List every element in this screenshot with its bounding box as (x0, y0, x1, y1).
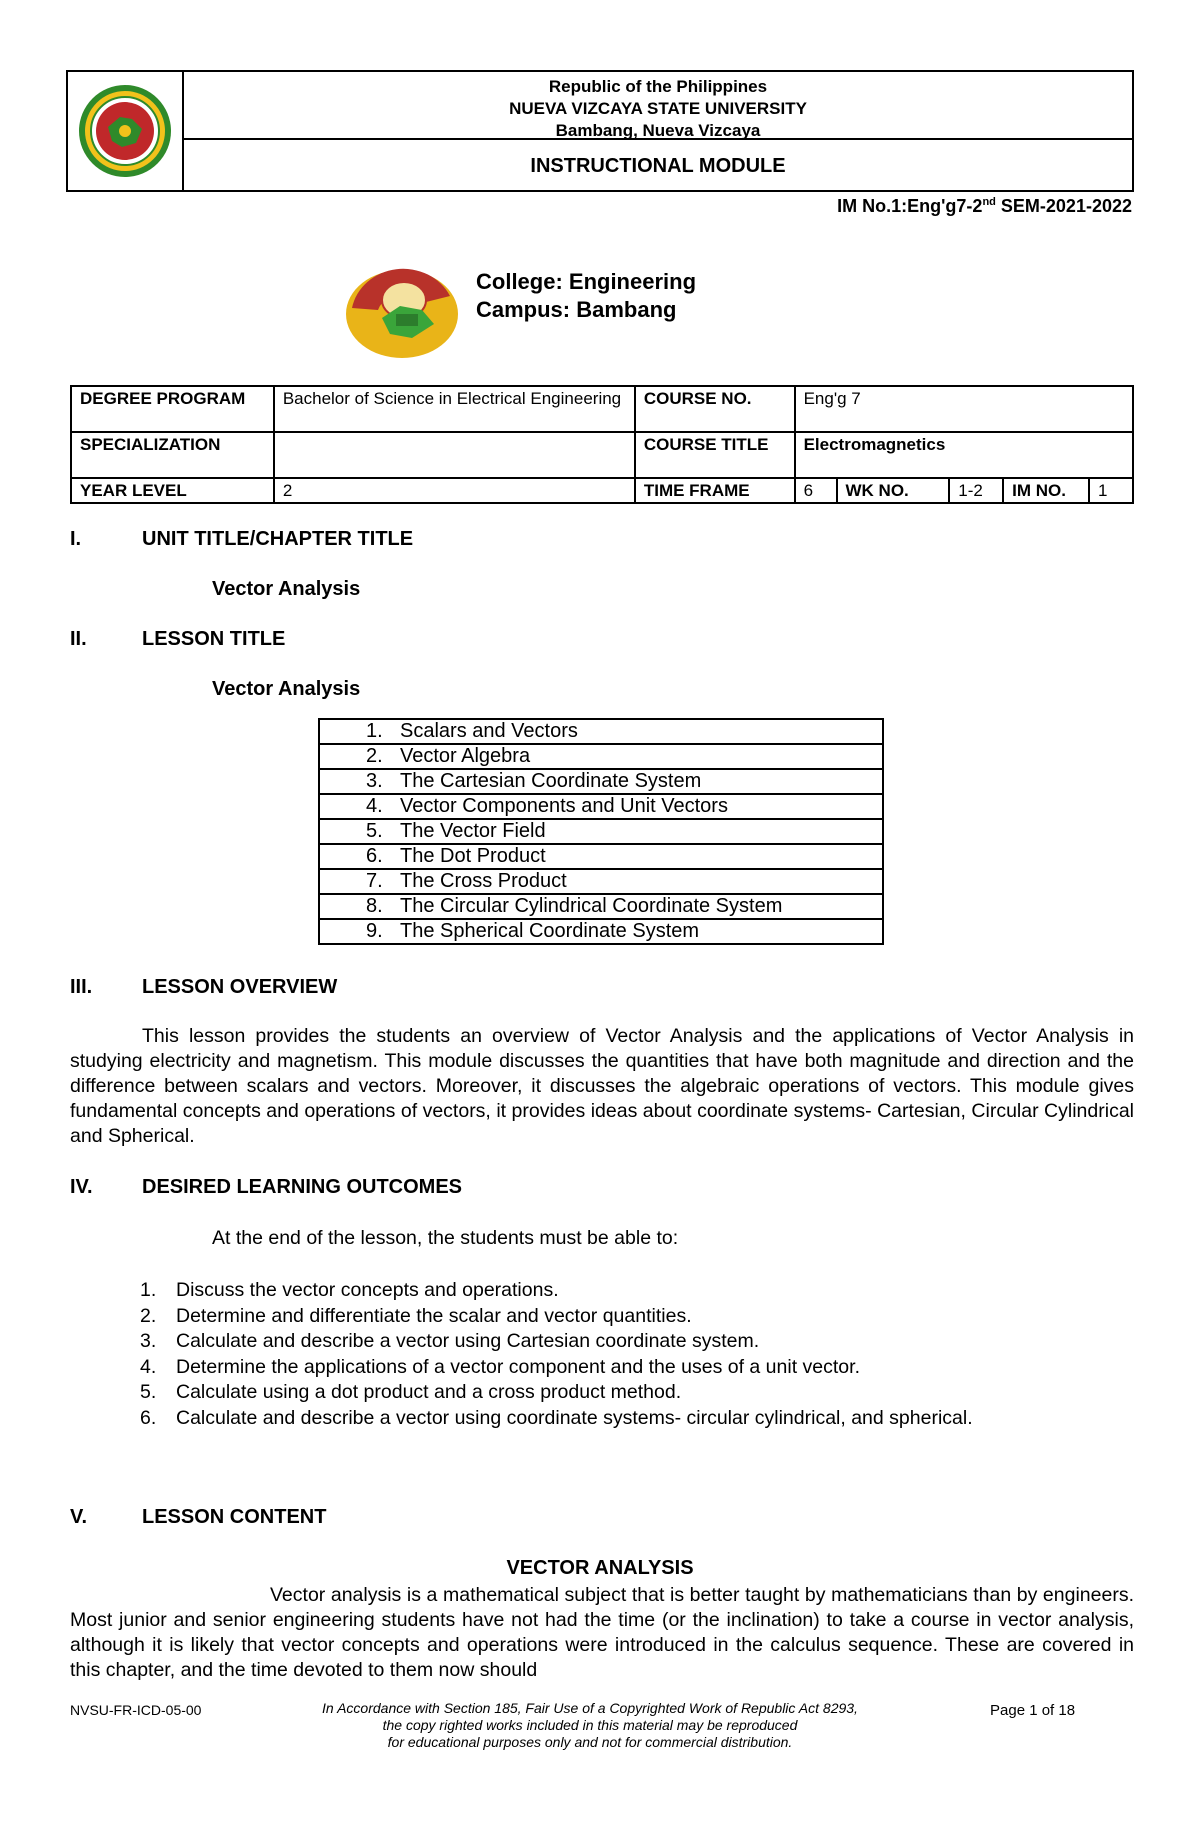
section-number: II. (70, 628, 87, 650)
lesson-title: The Cartesian Coordinate System (400, 770, 702, 792)
section-heading: UNIT TITLE/CHAPTER TITLE (142, 528, 414, 550)
section-heading: DESIRED LEARNING OUTCOMES (142, 1176, 463, 1198)
list-item (140, 1406, 973, 1432)
outcome-number: 1. (140, 1279, 157, 1301)
form-code: NVSU-FR-ICD-05-00 (70, 1702, 202, 1718)
outcome-number: 5. (140, 1381, 157, 1403)
lesson-cell (319, 744, 883, 769)
outcome-number: 2. (140, 1304, 157, 1327)
specialization-label: SPECIALIZATION (71, 432, 274, 478)
college-block (476, 268, 696, 324)
list-item (140, 1355, 973, 1381)
lesson-number: 6. (366, 845, 383, 867)
lesson-number: 1. (366, 720, 383, 742)
im-no-value: 1 (1089, 478, 1133, 503)
lesson-number: 2. (366, 745, 383, 767)
year-level-value: 2 (274, 478, 635, 503)
lesson-number: 8. (366, 895, 383, 917)
outcome-number: 4. (140, 1355, 157, 1378)
lesson-title: The Circular Cylindrical Coordinate System (400, 895, 783, 917)
table-row (71, 478, 1133, 503)
list-item (140, 1278, 973, 1304)
section-heading: LESSON CONTENT (142, 1506, 327, 1528)
header-box (66, 70, 1134, 192)
lesson-number: 7. (366, 870, 383, 892)
lesson-row (319, 769, 883, 794)
outcome-text: Determine and differentiate the scalar and vector quantities. (176, 1304, 692, 1327)
lesson-cell (319, 719, 883, 744)
course-no-value: Eng'g 7 (795, 386, 1133, 432)
outcome-text: Discuss the vector concepts and operations. (176, 1279, 559, 1301)
lesson-cell (319, 769, 883, 794)
lesson-title: The Spherical Coordinate System (400, 920, 700, 942)
lesson-number: 9. (366, 920, 383, 942)
lesson-cell (319, 794, 883, 819)
lesson-cell (319, 869, 883, 894)
im-number-semester: SEM-2021-2022 (995, 196, 1132, 216)
page-number: Page 1 of 18 (990, 1702, 1076, 1719)
time-frame-label: TIME FRAME (635, 478, 795, 503)
section-number: I. (70, 528, 82, 550)
section-heading: LESSON TITLE (142, 628, 286, 650)
section-number: III. (70, 976, 93, 998)
lesson-title: Vector Components and Unit Vectors (400, 795, 728, 817)
table-row (71, 432, 1133, 478)
outcome-number: 6. (140, 1406, 157, 1429)
lesson-cell (319, 819, 883, 844)
university-name: NUEVA VIZCAYA STATE UNIVERSITY (509, 99, 807, 118)
im-number-superscript: nd (982, 196, 996, 208)
time-frame-value: 6 (795, 478, 837, 503)
overview-paragraph: This lesson provides the students an overview of Vector Analysis and the applications of Vector Analysis in studying electricity and magnetism. This module discusses the quantities that have both magnitude and direction and the difference between scalars and vectors. Moreover, it discusses the algebraic operations of vectors. This module gives fundamental concepts and operations of vectors, it provides ideas about coordinate systems- Cartesian, Circular Cylindrical and Spherical. (70, 1025, 1134, 1147)
engineering-college-logo-icon (338, 248, 466, 362)
outcome-number: 3. (140, 1330, 157, 1352)
lesson-row (319, 744, 883, 769)
lesson-row (319, 844, 883, 869)
lesson-list-table (318, 718, 884, 945)
outcome-text: Calculate and describe a vector using coordinate systems- circular cylindrical, and spherical. (176, 1406, 973, 1429)
lesson-row (319, 919, 883, 944)
college-name: College: Engineering (476, 269, 697, 294)
outcomes-list (140, 1278, 973, 1431)
university-seal-icon (70, 73, 180, 189)
outcome-text: Calculate and describe a vector using Cartesian coordinate system. (176, 1330, 760, 1352)
outcomes-intro: At the end of the lesson, the students must be able to: (212, 1227, 679, 1249)
list-item (140, 1304, 973, 1330)
lesson-cell (319, 844, 883, 869)
degree-value: Bachelor of Science in Electrical Engineering (274, 386, 635, 432)
wk-no-value: 1-2 (949, 478, 1003, 503)
lesson-title: Vector Algebra (400, 745, 531, 767)
copyright-line: In Accordance with Section 185, Fair Use of a Copyrighted Work of Republic Act 8293, (322, 1700, 858, 1716)
lesson-number: 3. (366, 770, 383, 792)
table-row (71, 386, 1133, 432)
im-number (837, 196, 1132, 217)
lesson-number: 5. (366, 820, 383, 842)
list-item (140, 1380, 973, 1406)
lesson-cell (319, 919, 883, 944)
lesson-number: 4. (366, 795, 383, 817)
course-info-table (70, 385, 1134, 504)
list-item (140, 1329, 973, 1355)
wk-no-label: WK NO. (837, 478, 950, 503)
course-no-label: COURSE NO. (635, 386, 795, 432)
outcome-text: Calculate using a dot product and a cross product method. (176, 1381, 682, 1403)
degree-label: DEGREE PROGRAM (71, 386, 274, 432)
campus-name: Campus: Bambang (476, 297, 677, 322)
outcome-text: Determine the applications of a vector component and the uses of a unit vector. (176, 1355, 860, 1378)
lesson-title: The Cross Product (400, 870, 567, 892)
year-level-label: YEAR LEVEL (71, 478, 274, 503)
section-number: V. (70, 1506, 88, 1528)
copyright-line: for educational purposes only and not for commercial distribution. (387, 1734, 793, 1750)
lesson-title: The Vector Field (400, 820, 546, 842)
republic-text: Republic of the Philippines (548, 77, 768, 96)
specialization-value (274, 432, 635, 478)
content-paragraph: Vector analysis is a mathematical subject that is better taught by mathematicians than by engineers. Most junior and senior engineering students have not had the time (or the inclination) to take a course in vector analysis, although it is likely that vector concepts and operations were introduced in the calculus sequence. These are covered in this chapter, and the time devoted to them now should (70, 1584, 1134, 1681)
university-name-cell (184, 72, 1132, 140)
section-heading: LESSON OVERVIEW (142, 976, 338, 998)
university-location: Bambang, Nueva Vizcaya (555, 121, 761, 140)
lesson-row (319, 719, 883, 744)
course-title-label: COURSE TITLE (635, 432, 795, 478)
lesson-cell (319, 894, 883, 919)
module-type: INSTRUCTIONAL MODULE (530, 155, 786, 177)
copyright-note (280, 1700, 900, 1751)
im-no-label: IM NO. (1003, 478, 1089, 503)
lesson-row (319, 894, 883, 919)
section-number: IV. (70, 1176, 93, 1198)
im-number-main: IM No.1:Eng'g7-2 (837, 196, 983, 216)
lesson-row (319, 869, 883, 894)
lesson-row (319, 794, 883, 819)
course-title-value: Electromagnetics (795, 432, 1133, 478)
copyright-line: the copy righted works included in this material may be reproduced (382, 1717, 798, 1733)
university-seal-cell (68, 72, 184, 190)
content-title: VECTOR ANALYSIS (506, 1557, 694, 1579)
lesson-title-value: Vector Analysis (212, 678, 361, 700)
lesson-title: The Dot Product (400, 845, 546, 867)
lesson-row (319, 819, 883, 844)
unit-title-value: Vector Analysis (212, 578, 361, 600)
lesson-title: Scalars and Vectors (400, 720, 578, 742)
